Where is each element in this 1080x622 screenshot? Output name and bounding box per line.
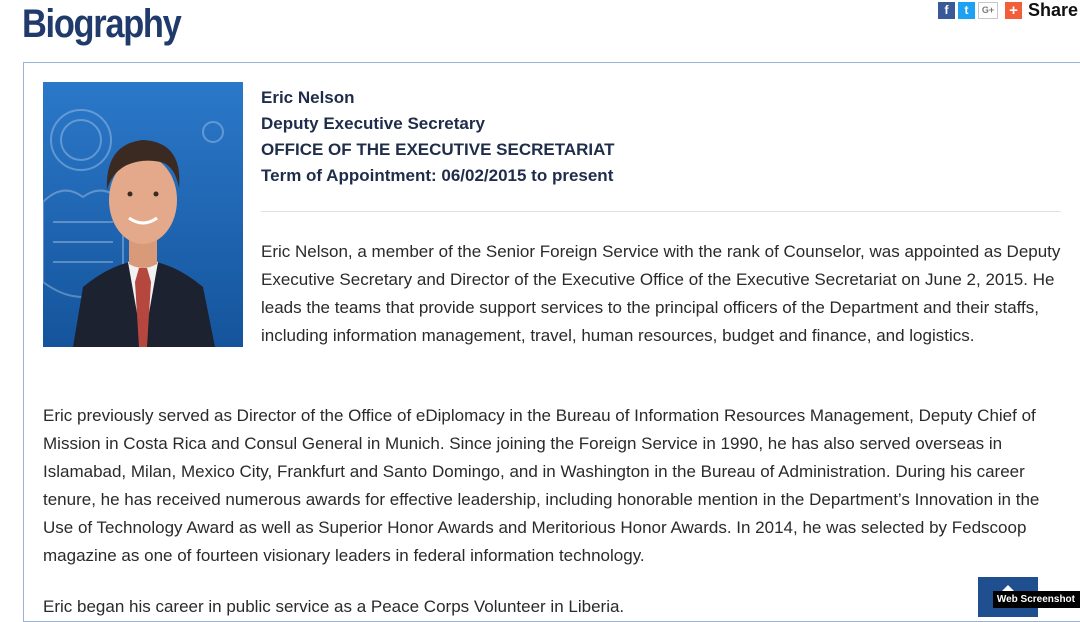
divider [261, 211, 1061, 212]
twitter-icon[interactable]: t [958, 2, 975, 19]
bio-paragraph: Eric previously served as Director of the Office of eDiplomacy in the Bureau of Information Resources Management, Deputy Chief of Mission in Costa Rica and Consul General in Munich. Since joining the Foreign Service in 1990, he has also served overseas in Islamabad, Milan, Mexico City, Frankfurt and Santo Domingo, and in Washington in the Bureau of Administration. During his career tenure, he has received numerous awards for effective leadership, including honorable mention in the Department’s Innovation in the Use of Technology Award as well as Superior Honor Awards and Meritorious Honor Awards. In 2014, he was selected by Fedscoop magazine as one of fourteen visionary leaders in federal information technology. [43, 406, 1040, 565]
portrait-photo [43, 82, 243, 347]
share-bar [938, 0, 1078, 20]
plus-icon[interactable]: + [1005, 2, 1022, 19]
portrait-illustration [43, 82, 243, 347]
google-plus-icon[interactable]: G+ [978, 2, 998, 19]
share-link[interactable]: Share [1027, 0, 1078, 20]
bio-card [23, 62, 1080, 622]
facebook-icon[interactable]: f [938, 2, 955, 19]
bio-paragraph: Eric Nelson, a member of the Senior Foreign Service with the rank of Counselor, was appointed as Deputy Executive Secretary and Director of the Executive Office of the Executive Secretariat on June 2, 2015. He leads the teams that provide support services to the principal officers of the Department and their staffs, including information management, travel, human resources, budget and finance, and logistics. [261, 242, 1061, 345]
person-name: Eric Nelson [261, 88, 355, 107]
page-title: Biography [22, 2, 181, 46]
person-office: OFFICE OF THE EXECUTIVE SECRETARIAT [261, 140, 615, 159]
watermark-label: Web Screenshot [993, 591, 1080, 608]
term-of-appointment: Term of Appointment: 06/02/2015 to present [261, 166, 614, 185]
bio-paragraph: Eric began his career in public service as a Peace Corps Volunteer in Liberia. [43, 597, 625, 616]
person-position: Deputy Executive Secretary [261, 114, 485, 133]
bio-header [261, 85, 1071, 189]
